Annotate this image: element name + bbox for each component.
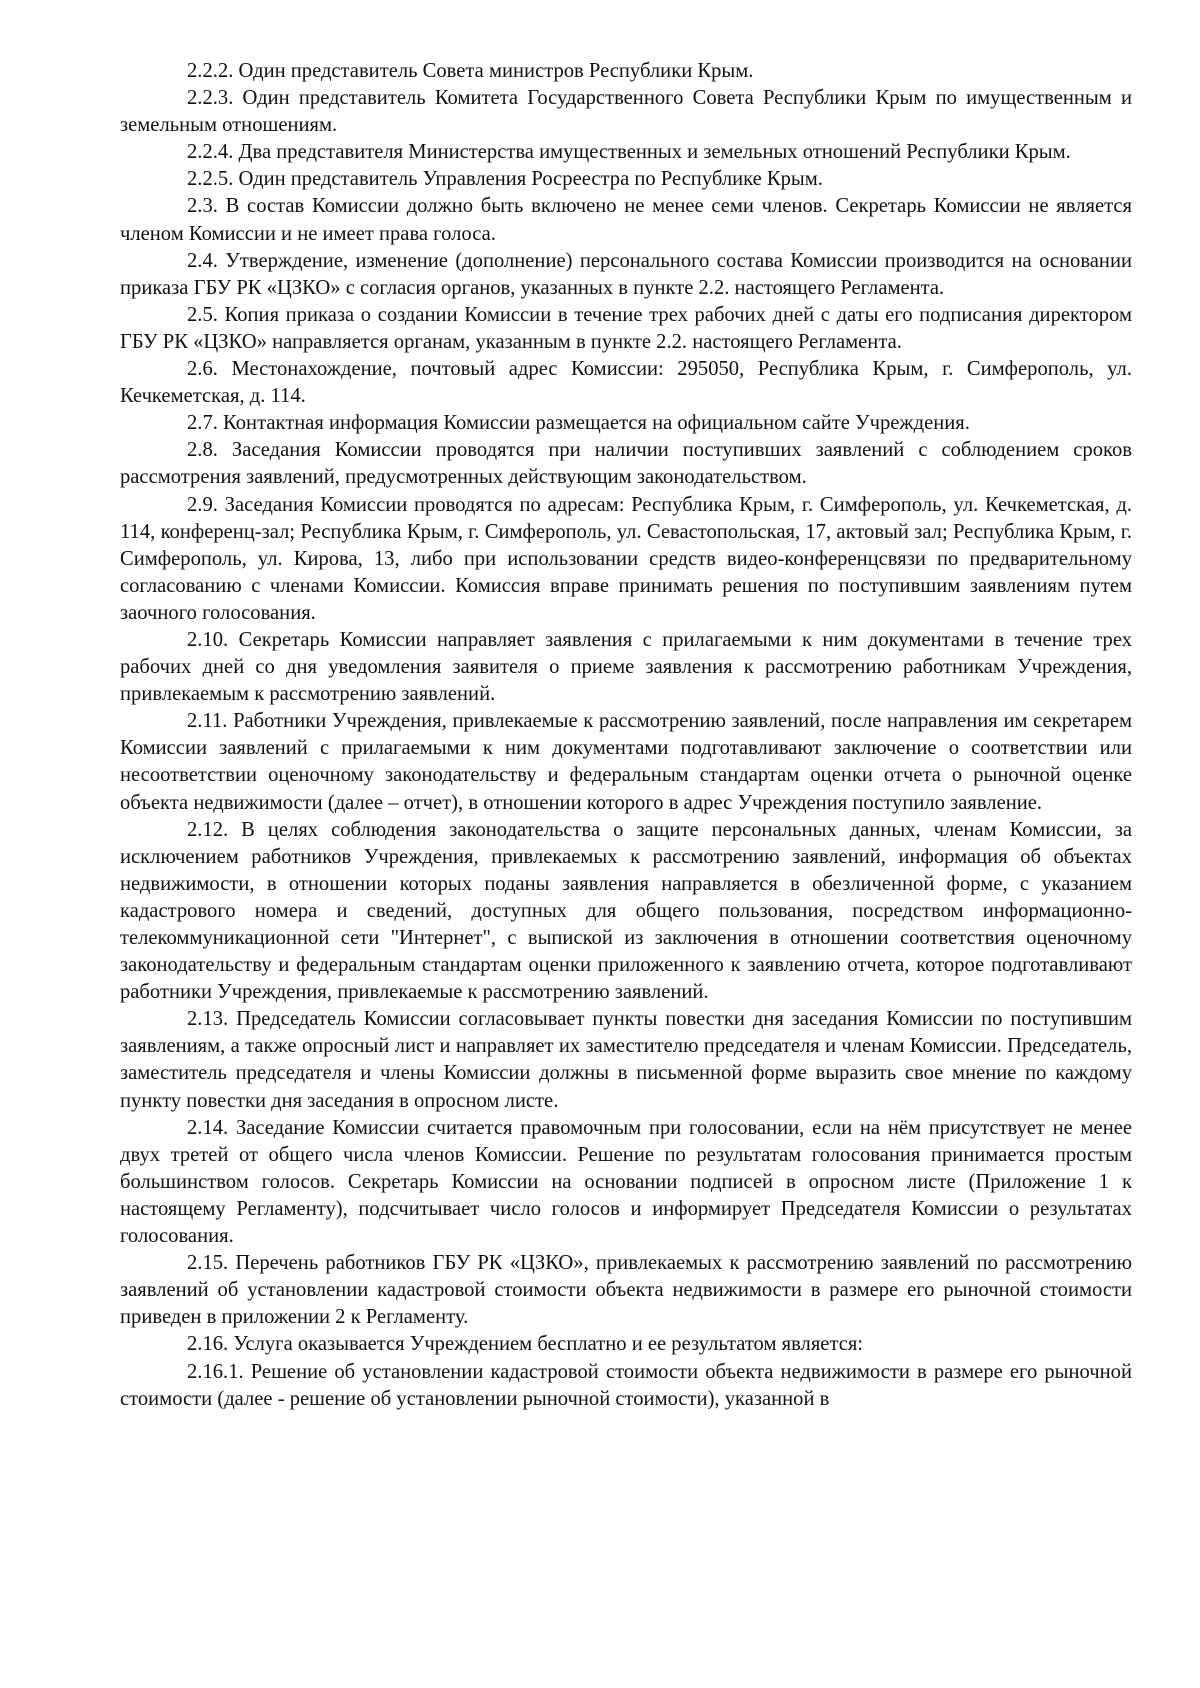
document-page: [120, 58, 1132, 1413]
paragraph-2-10: 2.10. Секретарь Комиссии направляет заявления с прилагаемыми к ним документами в течение трех рабочих дней со дня уведомления заявителя о приеме заявления к рассмотрению работникам Учреждения, привлекаемым к рассмотрению заявлений.: [120, 628, 1132, 706]
paragraph-2-11: 2.11. Работники Учреждения, привлекаемые к рассмотрению заявлений, после направления им секретарем Комиссии заявлений с прилагаемыми к ним документами подготавливают заключение о соответствии или несоответствии оценочному законодательству и федеральным стандартам оценки отчета о рыночной оценке объекта недвижимости (далее – отчет), в отношении которого в адрес Учреждения поступило заявление.: [120, 710, 1132, 814]
paragraph-2-16: 2.16. Услуга оказывается Учреждением бесплатно и ее результатом является:: [187, 1333, 864, 1356]
paragraph-2-5: 2.5. Копия приказа о создании Комиссии в течение трех рабочих дней с даты его подписания директором ГБУ РК «ЦЗКО» направляется органам, указанным в пункте 2.2. настоящего Регламента.: [120, 303, 1132, 353]
paragraph-2-2-2: 2.2.2. Один представитель Совета министров Республики Крым.: [187, 60, 754, 82]
paragraph-2-13: 2.13. Председатель Комиссии согласовывает пункты повестки дня заседания Комиссии по поступившим заявлениям, а также опросный лист и направляет их заместителю председателя и членам Комиссии. Председатель, заместитель председателя и члены Комиссии должны в письменной форме выразить свое мнение по каждому пункту повестки дня заседания в опросном листе.: [120, 1008, 1132, 1112]
paragraph-2-2-4: 2.2.4. Два представителя Министерства имущественных и земельных отношений Республики Крым.: [187, 141, 1071, 164]
paragraph-2-3: 2.3. В состав Комиссии должно быть включено не менее семи членов. Секретарь Комиссии не является членом Комиссии и не имеет права голоса.: [120, 195, 1132, 245]
paragraph-2-8: 2.8. Заседания Комиссии проводятся при наличии поступивших заявлений с соблюдением сроков рассмотрения заявлений, предусмотренных действующим законодательством.: [120, 439, 1132, 489]
paragraph-2-4: 2.4. Утверждение, изменение (дополнение) персонального состава Комиссии производится на основании приказа ГБУ РК «ЦЗКО» с согласия органов, указанных в пункте 2.2. настоящего Регламента.: [120, 249, 1132, 299]
paragraph-2-2-3: 2.2.3. Один представитель Комитета Государственного Совета Республики Крым по имущественным и земельным отношениям.: [120, 87, 1132, 137]
paragraph-2-6: 2.6. Местонахождение, почтовый адрес Комиссии: 295050, Республика Крым, г. Симферополь, ул. Кечкеметская, д. 114.: [120, 358, 1132, 408]
paragraph-2-16-1: 2.16.1. Решение об установлении кадастровой стоимости объекта недвижимости в размере его рыночной стоимости (далее - решение об установлении рыночной стоимости), указанной в: [120, 1360, 1132, 1410]
paragraph-2-7: 2.7. Контактная информация Комиссии размещается на официальном сайте Учреждения.: [187, 412, 970, 435]
paragraph-2-12: 2.12. В целях соблюдения законодательства о защите персональных данных, членам Комиссии, за исключением работников Учреждения, привлекаемых к рассмотрению заявлений, информация об объектах недвижимости, в отношении которых поданы заявления направляется в обезличенной форме, с указанием кадастрового номера и сведений, доступных для общего пользования, посредством информационно-телекоммуникационной сети "Интернет", с выпиской из заключения в отношении соответствия оценочному законодательству и федеральным стандартам оценки приложенного к заявлению отчета, которое подготавливают работники Учреждения, привлекаемые к рассмотрению заявлений.: [120, 818, 1132, 1004]
paragraph-2-9: 2.9. Заседания Комиссии проводятся по адресам: Республика Крым, г. Симферополь, ул. Кечкеметская, д. 114, конференц-зал; Республика Крым, г. Симферополь, ул. Севастопольская, 17, актовый зал; Республика Крым, г. Симферополь, ул. Кирова, 13, либо при использовании средств видео-конференцсвязи по предварительному согласованию с членами Комиссии. Комиссия вправе принимать решения по поступившим заявлениям путем заочного голосования.: [120, 493, 1132, 624]
paragraph-2-15: 2.15. Перечень работников ГБУ РК «ЦЗКО», привлекаемых к рассмотрению заявлений по рассмотрению заявлений об установлении кадастровой стоимости объекта недвижимости в размере его рыночной стоимости приведен в приложении 2 к Регламенту.: [120, 1252, 1132, 1329]
paragraph-2-14: 2.14. Заседание Комиссии считается правомочным при голосовании, если на нём присутствует не менее двух третей от общего числа членов Комиссии. Решение по результатам голосования принимается простым большинством голосов. Секретарь Комиссии на основании подписей в опросном листе (Приложение 1 к настоящему Регламенту), подсчитывает число голосов и информирует Председателя Комиссии о результатах голосования.: [120, 1116, 1132, 1248]
paragraph-2-2-5: 2.2.5. Один представитель Управления Росреестра по Республике Крым.: [187, 168, 823, 191]
